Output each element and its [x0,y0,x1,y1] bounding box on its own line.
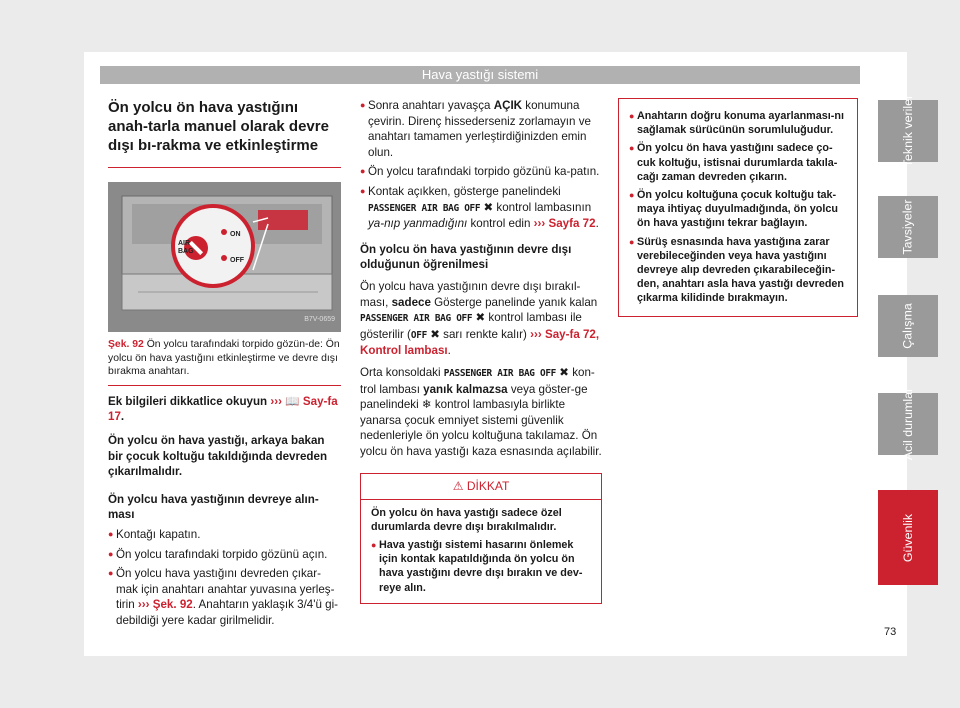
figure-caption [108,338,341,386]
list-item-text: kontrol edin [470,217,531,231]
warning-triangle-icon: ⚠ [452,479,464,494]
section-title: Ön yolcu ön hava yastığını anah-tarla manuel olarak devre dışı bı-rakma ve etkinleştirme [108,99,329,154]
figure-off-label: OFF [230,257,244,264]
tab-calisma[interactable] [878,295,938,357]
caption-text: Ön yolcu tarafındaki torpido gözün-de: Ön yolcu ön hava yastığını etkinleştirme ve devre dışı bırakma anahtarı. [108,339,340,378]
paragraph-text: sarı renkte kalır) [443,327,527,341]
tab-label: Çalışma [900,303,915,349]
paragraph-text: kon-trol lambası [360,365,595,396]
tab-guvenlik[interactable] [878,490,938,585]
warning-title: DİKKAT [466,479,510,494]
book-icon: 📖 [285,394,300,408]
warning-body [361,500,601,603]
glovebox-illustration [108,182,341,332]
list-item-text: Kontak açıkken, gösterge panelindeki [368,184,561,198]
paragraph-text: Ön yolcu hava yastığının devre dışı bırakıl-ması, [360,279,581,309]
figure-ref-code: B7V-0659 [304,316,335,324]
paragraph-text: veya göster-ge panelindeki [360,382,588,412]
list-item [108,566,341,628]
tab-teknik-veriler[interactable] [878,94,938,168]
heading-activation: Ön yolcu hava yastığının devreye alın-ması [108,492,319,522]
list-item: ● Ön yolcu tarafındaki torpido gözünü açın. [108,547,341,563]
bold-term: AÇIK [493,99,523,112]
list-item: ● Hava yastığı sistemi hasarını önlemek için kontak kapatıldığında ön yolcu ön hava yastığını devre dışı bırakın ve dev-reye alın. [371,538,591,595]
paragraph-text: Gösterge panelinde yanık kalan [434,295,598,309]
tab-tavsiyeler[interactable] [878,196,938,258]
column-3 [618,98,858,317]
paragraph-text: Orta konsoldaki [360,365,441,379]
paragraph [360,365,602,460]
indicator-tag: PASSENGER AIR BAG OFF [368,202,481,214]
column-1 [108,98,341,629]
list-item-text: Sonra anahtarı yavaşça [368,99,491,112]
warning-box [360,473,602,603]
italic-text: ya-nıp yanmadığını [368,217,468,231]
tab-label: Güvenlik [901,513,915,562]
section-rule [108,167,341,168]
indicator-tag: PASSENGER AIR BAG OFF [360,313,473,325]
extra-info-link[interactable]: Say-fa 17 [108,394,338,424]
figure-glovebox [108,182,341,332]
tab-label: Teknik veriler [901,94,915,168]
bold-term: yanık kalmazsa [423,382,508,396]
list-item: ● Anahtarın doğru konuma ayarlanması-nı sağlamak sürücünün sorumluluğudur. [629,109,847,137]
warning-header [361,474,601,499]
heading-child-seat: Ön yolcu ön hava yastığı, arkaya bakan bir çocuk koltuğu takıldığında devreden çıkarılmalıdır. [108,433,328,479]
caption-ref: Şek. 92 [108,339,144,350]
arrow-icon: ››› [533,217,546,231]
warning-text: Ön yolcu ön hava yastığı sadece özel durumlarda devre dışı bırakılmalıdır. [371,506,562,533]
airbag-off-icon: ✖ [483,200,494,214]
indicator-tag: PASSENGER AIR BAG OFF [443,367,557,379]
extra-info: Ek bilgileri dikkatlice okuyun ››› 📖 Say-fa 17. [108,394,338,424]
figure-link[interactable]: Şek. 92 [152,598,193,612]
airbag-off-icon: ✖ [475,311,486,325]
list-item: ● Sürüş esnasında hava yastığına zarar verebileceğinden veya hava yastığını devreye alıp devreden çıkarabileceğin-den, anahtarı asla hava yastığı devreden çıkarma kilidinde bırakmayın. [629,235,847,306]
paragraph-text: kontrol lambası ile gösterilir ( [360,311,582,341]
heading-deactivated: Ön yolcu ön hava yastığının devre dışı olduğunun öğrenilmesi [360,242,572,272]
figure-key-label: AIR BAG [178,240,194,255]
list-item: ● Ön yolcu koltuğuna çocuk koltuğu tak-maya ihtiyaç duyulmadığında, ön yolcu ön hava yastığını tekrar bağlayın. [629,188,847,231]
page-link[interactable]: Sayfa 72 [548,217,596,231]
extra-info-text: Ek bilgileri dikkatlice okuyun [108,394,268,408]
warning-continued-box [618,98,858,317]
page-link[interactable]: Say-fa 72, Kontrol lambası [360,327,600,358]
airbag-warning-icon: ❄ [421,398,432,412]
indicator-tag: OFF [410,329,427,341]
arrow-icon: ››› [137,598,150,612]
paragraph: Ön yolcu hava yastığının devre dışı bırakıl-ması, sadece Gösterge panelinde yanık kalan PASSENGER AIR BAG OFF ✖ kontrol lambası ile gösterilir (OFF ✖ sarı renkte kalır) ››› Say-fa 72, Kontrol lambası. [360,279,600,358]
arrow-icon: ››› [270,394,282,408]
airbag-off-icon: ✖ [430,327,440,341]
list-item-text: Ön yolcu hava yastığını devreden çıkar-mak için anahtarı anahtar yuvasına yerleş-tirin [116,567,335,612]
airbag-off-icon: ✖ [559,365,569,379]
list-item: ● Kontak açıkken, gösterge panelindeki PASSENGER AIR BAG OFF ✖ kontrol lambasının ya-nıp yanmadığını kontrol edin ››› Sayfa 72. [360,184,602,232]
list-item: ● Ön yolcu tarafındaki torpido gözünü ka-patın. [360,164,602,180]
bold-term: sadece [391,295,431,309]
figure-on-label: ON [230,231,241,238]
column-2 [360,98,602,604]
arrow-icon: ››› [530,327,542,341]
list-item [360,98,602,160]
page-header: Hava yastığı sistemi [100,66,860,84]
tab-label: Tavsiyeler [901,199,915,255]
list-item: ● Kontağı kapatın. [108,527,341,543]
tab-acil-durumlar[interactable] [878,387,938,461]
tab-label: Acil durumlar [901,387,915,461]
list-item-text: . Anahtarın yaklaşık 3/4'ü gi-debildiği yere kadar girilmelidir. [116,598,339,627]
paragraph-text: kontrol lambasıyla birlikte yanarsa çocuk emniyet sistemi güvenlik nedenleriyle ön yolcu koltuğuna takılamaz. Ön yolcu ön hava yastığı kaza esnasında açılabilir. [360,398,602,458]
page-number: 73 [884,626,897,638]
list-item-text: kontrol lambasının [496,200,592,214]
list-item: ● Ön yolcu ön hava yastığını sadece ço-cuk koltuğu, istisnai durumlarda takıla-cağı zaman devreden çıkarın. [629,141,847,184]
list-item-text: konumuna çevirin. Direnç hissederseniz zorlamayın ve anahtarı tamamen yerleştirdiğinizden emin olun. [368,99,591,159]
